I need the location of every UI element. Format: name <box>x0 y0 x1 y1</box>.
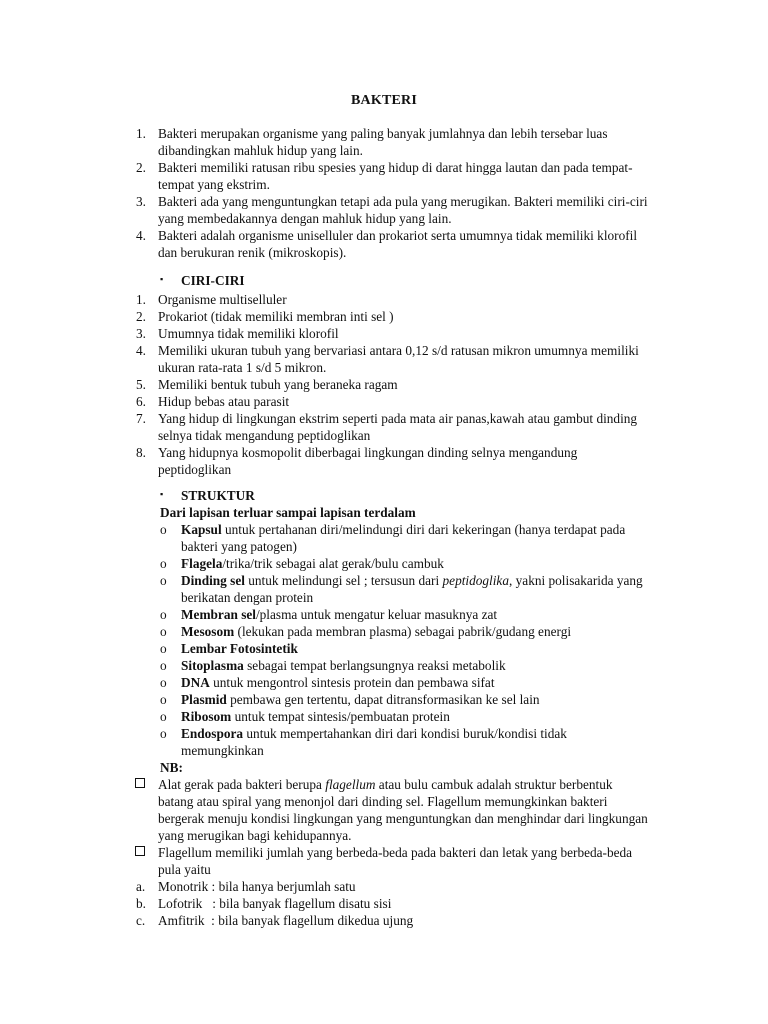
circle-bullet-icon: o <box>160 675 167 690</box>
item-text: Bakteri ada yang menguntungkan tetapi ada pula yang merugikan. Bakteri memiliki ciri-ciri yang membedakannya dengan mahluk hidup yang lain. <box>158 194 648 226</box>
list-item: a. Monotrik : bila hanya berjumlah satu <box>136 879 356 894</box>
circle-bullet-icon: o <box>160 522 167 537</box>
circle-bullet-icon: o <box>160 692 167 707</box>
ciri-section <box>0 272 768 289</box>
list-item <box>0 193 768 227</box>
circle-bullet-icon: o <box>160 658 167 673</box>
item-number: 3. <box>136 194 146 209</box>
list-item: 1. Organisme multiselluler <box>136 292 287 307</box>
ciri-list <box>0 291 768 478</box>
list-item: o Membran sel/plasma untuk mengatur keluar masuknya zat <box>160 607 498 622</box>
list-item: b. Lofotrik : bila banyak flagellum disatu sisi <box>136 896 392 911</box>
checkbox-bullet-icon <box>135 778 145 788</box>
list-item: o DNA untuk mengontrol sintesis protein dan pembawa sifat <box>160 675 495 690</box>
square-bullet-icon: ▪ <box>160 274 164 284</box>
list-item: o Ribosom untuk tempat sintesis/pembuatan protein <box>160 709 450 724</box>
section-heading: ▪ CIRI-CIRI <box>160 273 245 288</box>
circle-bullet-icon: o <box>160 573 167 588</box>
nb-label: NB: <box>160 760 183 775</box>
intro-list <box>0 125 768 261</box>
list-item <box>0 159 768 193</box>
list-item: o Flagela/trika/trik sebagai alat gerak/bulu cambuk <box>160 556 444 571</box>
circle-bullet-icon: o <box>160 641 167 656</box>
list-item: 6. Hidup bebas atau parasit <box>136 394 290 409</box>
list-item: o Plasmid pembawa gen tertentu, dapat ditransformasikan ke sel lain <box>160 692 540 707</box>
circle-bullet-icon: o <box>160 556 167 571</box>
list-item: 3. Umumnya tidak memiliki klorofil <box>136 326 339 341</box>
item-number: 2. <box>136 160 146 175</box>
list-item: o Mesosom (lekukan pada membran plasma) sebagai pabrik/gudang energi <box>160 624 572 639</box>
item-text: Bakteri adalah organisme uniselluler dan prokariot serta umumnya tidak memiliki klorofil dan berukuran renik (mikroskopis). <box>158 228 638 260</box>
checkbox-item: Flagellum memiliki jumlah yang berbeda-beda pada bakteri dan letak yang berbeda-beda pula yaitu <box>0 844 768 878</box>
square-bullet-icon: ▪ <box>160 489 164 499</box>
item-number: 1. <box>136 126 146 141</box>
section-subheading: Dari lapisan terluar sampai lapisan terdalam <box>160 505 416 520</box>
checkbox-item: Alat gerak pada bakteri berupa flagellum atau bulu cambuk adalah struktur berbentuk batang atau spiral yang menonjol dari dinding sel. Flagellum memungkinkan bakteri bergerak menuju kondisi lingkungan yang menguntungkan dan menghindar dari lingkungan yang merugikan bagi kehidupannya. <box>0 776 768 844</box>
circle-bullet-icon: o <box>160 607 167 622</box>
list-item: 5. Memiliki bentuk tubuh yang beraneka ragam <box>136 377 398 392</box>
list-item: 8. Yang hidupnya kosmopolit diberbagai lingkungan dinding selnya mengandung peptidoglikan <box>136 445 578 477</box>
list-item: c. Amfitrik : bila banyak flagellum dikedua ujung <box>136 913 414 928</box>
list-item: o Endospora untuk mempertahankan diri dari kondisi buruk/kondisi tidak memungkinkan <box>160 726 567 758</box>
struktur-section <box>0 487 768 929</box>
item-text: Bakteri merupakan organisme yang paling banyak jumlahnya dan lebih tersebar luas dibandingkan mahluk hidup yang lain. <box>158 126 608 158</box>
list-item <box>0 125 768 159</box>
list-item: 2. Prokariot (tidak memiliki membran inti sel ) <box>136 309 394 324</box>
list-item: o Sitoplasma sebagai tempat berlangsungnya reaksi metabolik <box>160 658 506 673</box>
list-item: o Dinding sel untuk melindungi sel ; tersusun dari peptidoglika, yakni polisakarida yang berikatan dengan protein <box>160 573 643 605</box>
list-item: o Kapsul untuk pertahanan diri/melindungi diri dari kekeringan (hanya terdapat pada bakteri yang patogen) <box>160 522 626 554</box>
list-item: 4. Memiliki ukuran tubuh yang bervariasi antara 0,12 s/d ratusan mikron umumnya memiliki ukuran rata-rata 1 s/d 5 mikron. <box>136 343 639 375</box>
circle-bullet-icon: o <box>160 726 167 741</box>
checkbox-bullet-icon <box>135 846 145 856</box>
section-heading: ▪ STRUKTUR <box>160 488 255 503</box>
list-item: 7. Yang hidup di lingkungan ekstrim seperti pada mata air panas,kawah atau gambut dinding selnya tidak mengandung peptidoglikan <box>136 411 638 443</box>
circle-bullet-icon: o <box>160 624 167 639</box>
circle-bullet-icon: o <box>160 709 167 724</box>
item-number: 4. <box>136 228 146 243</box>
item-text: Bakteri memiliki ratusan ribu spesies yang hidup di darat hingga lautan dan pada tempat-tempat yang ekstrim. <box>158 160 633 192</box>
page-title: BAKTERI <box>351 93 417 108</box>
list-item <box>0 227 768 261</box>
list-item: o Lembar Fotosintetik <box>160 641 298 656</box>
